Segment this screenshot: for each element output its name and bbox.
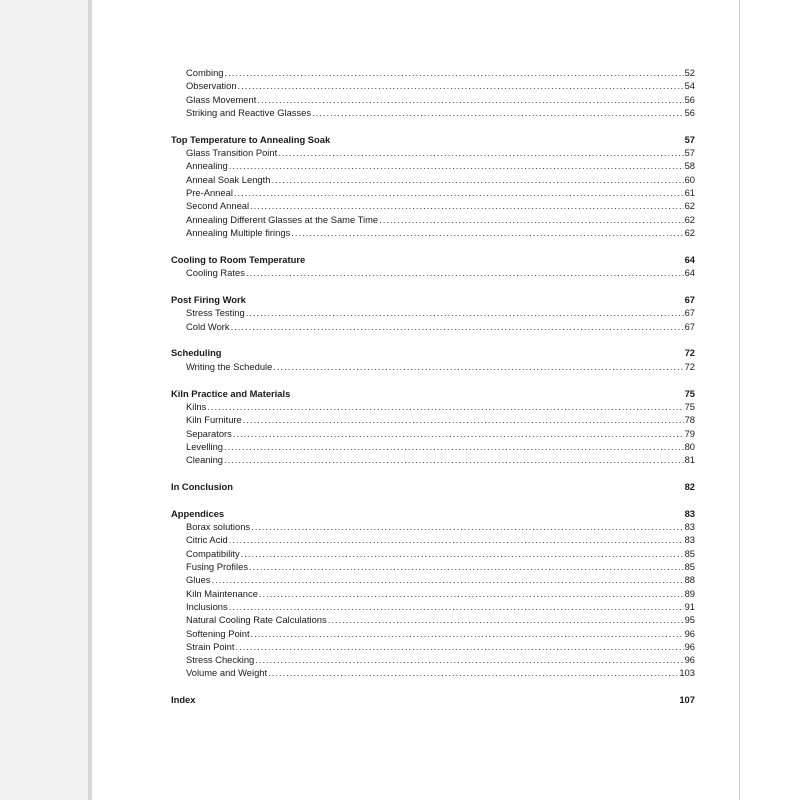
toc-entry[interactable] xyxy=(171,320,695,333)
dot-leader xyxy=(251,627,684,640)
toc-entry-title: Annealing Different Glasses at the Same Time xyxy=(186,213,379,225)
toc-entry-title: Annealing Multiple firings xyxy=(186,226,291,238)
dot-leader xyxy=(249,560,684,573)
toc-heading[interactable] xyxy=(171,387,695,400)
section-spacer xyxy=(171,279,695,293)
toc-section xyxy=(171,133,695,239)
dot-leader xyxy=(271,173,683,186)
dot-leader xyxy=(207,400,683,413)
toc-entry[interactable] xyxy=(171,613,695,626)
toc-entry-page: 80 xyxy=(684,440,695,452)
dot-leader xyxy=(273,360,683,373)
toc-entry[interactable] xyxy=(171,440,695,453)
toc-entry[interactable] xyxy=(171,600,695,613)
toc-heading-page: 107 xyxy=(679,694,695,706)
toc-entry-page: 52 xyxy=(684,67,695,78)
dot-leader xyxy=(212,573,684,586)
toc-entry[interactable] xyxy=(171,66,695,79)
toc-entry-title: Combing xyxy=(186,67,224,78)
toc-entry[interactable] xyxy=(171,533,695,546)
toc-entry-title: Softening Point xyxy=(186,627,250,639)
toc-entry-title: Kiln Maintenance xyxy=(186,587,258,599)
toc-heading[interactable] xyxy=(171,253,695,266)
toc-entry-title: Citric Acid xyxy=(186,534,228,546)
toc-heading-title: Index xyxy=(171,694,196,706)
toc-entry-page: 79 xyxy=(684,427,695,439)
toc-entry-title: Compatibility xyxy=(186,547,240,559)
toc-heading-page: 75 xyxy=(684,387,695,399)
toc-entry[interactable] xyxy=(171,573,695,586)
toc-entry-page: 96 xyxy=(684,640,695,652)
toc-heading-page: 83 xyxy=(684,507,695,519)
dot-leader xyxy=(229,159,684,172)
toc-entry-title: Borax solutions xyxy=(186,521,251,533)
toc-entry-page: 62 xyxy=(684,213,695,225)
toc-entry[interactable] xyxy=(171,226,695,239)
toc-entry-page: 83 xyxy=(684,534,695,546)
toc-section xyxy=(171,346,695,373)
toc-heading[interactable] xyxy=(171,480,695,493)
toc-entry[interactable] xyxy=(171,560,695,573)
toc-heading-title: In Conclusion xyxy=(171,480,233,492)
dot-leader xyxy=(233,427,684,440)
dot-leader xyxy=(259,587,684,600)
toc-entry-page: 96 xyxy=(684,654,695,666)
toc-entry-page: 56 xyxy=(684,106,695,118)
toc-entry-title: Glass Transition Point xyxy=(186,147,278,159)
dot-leader xyxy=(241,547,684,560)
toc-entry-page: 95 xyxy=(684,614,695,626)
toc-entry-title: Cold Work xyxy=(186,320,230,332)
toc-entry-page: 85 xyxy=(684,561,695,573)
dot-leader xyxy=(379,213,683,226)
dot-leader xyxy=(278,146,683,159)
toc-entry[interactable] xyxy=(171,266,695,279)
dot-leader xyxy=(224,440,684,453)
dot-leader xyxy=(312,106,684,119)
toc-entry-page: 89 xyxy=(684,587,695,599)
toc-entry-title: Volume and Weight xyxy=(186,667,268,679)
dot-leader xyxy=(225,66,684,79)
toc-entry[interactable] xyxy=(171,186,695,199)
toc-heading-title: Scheduling xyxy=(171,347,222,359)
toc-entry-title: Glues xyxy=(186,574,211,586)
toc-entry-page: 78 xyxy=(684,414,695,426)
section-spacer xyxy=(171,373,695,387)
toc-entry[interactable] xyxy=(171,306,695,319)
toc-entry-page: 57 xyxy=(684,147,695,159)
toc-entry-title: Observation xyxy=(186,80,237,92)
toc-entry[interactable] xyxy=(171,79,695,92)
section-spacer xyxy=(171,333,695,347)
toc-entry[interactable] xyxy=(171,520,695,533)
toc-entry[interactable] xyxy=(171,400,695,413)
toc-heading-title: Cooling to Room Temperature xyxy=(171,253,306,265)
dot-leader xyxy=(257,93,683,106)
toc-section xyxy=(171,253,695,280)
toc-section xyxy=(171,507,695,680)
toc-entry-title: Levelling xyxy=(186,440,224,452)
toc-heading-title: Post Firing Work xyxy=(171,293,246,305)
toc-entry[interactable] xyxy=(171,653,695,666)
toc-entry-title: Annealing xyxy=(186,160,228,172)
toc-entry[interactable] xyxy=(171,106,695,119)
dot-leader xyxy=(243,413,684,426)
toc-entry[interactable] xyxy=(171,547,695,560)
toc-heading-page: 64 xyxy=(684,253,695,265)
toc-heading-page: 67 xyxy=(684,293,695,305)
toc-heading-page: 57 xyxy=(684,133,695,145)
toc-entry-page: 91 xyxy=(684,600,695,612)
toc-entry-title: Natural Cooling Rate Calculations xyxy=(186,614,327,626)
toc-heading-title: Appendices xyxy=(171,507,225,519)
toc-section xyxy=(171,693,695,706)
document-page xyxy=(92,0,739,800)
toc-entry-page: 62 xyxy=(684,200,695,212)
toc-entry[interactable] xyxy=(171,146,695,159)
dot-leader xyxy=(251,520,683,533)
toc-heading-page: 82 xyxy=(684,480,695,492)
toc-heading[interactable] xyxy=(171,507,695,520)
toc-entry-page: 81 xyxy=(684,454,695,466)
toc-entry[interactable] xyxy=(171,453,695,466)
toc-heading[interactable] xyxy=(171,693,695,706)
toc-entry[interactable] xyxy=(171,627,695,640)
toc-entry-title: Second Anneal xyxy=(186,200,250,212)
toc-entry-page: 58 xyxy=(684,160,695,172)
toc-entry-page: 75 xyxy=(684,400,695,412)
toc-heading[interactable] xyxy=(171,346,695,359)
toc-heading-title: Kiln Practice and Materials xyxy=(171,387,291,399)
dot-leader xyxy=(229,600,684,613)
toc-entry[interactable] xyxy=(171,93,695,106)
toc-entry-title: Anneal Soak Length xyxy=(186,173,271,185)
toc-entry-title: Pre-Anneal xyxy=(186,186,233,198)
dot-leader xyxy=(238,79,684,92)
toc-entry-page: 103 xyxy=(679,667,695,679)
toc-entry[interactable] xyxy=(171,666,695,679)
toc-heading[interactable] xyxy=(171,293,695,306)
section-spacer xyxy=(171,680,695,694)
toc-entry-title: Fusing Profiles xyxy=(186,561,249,573)
toc-entry[interactable] xyxy=(171,173,695,186)
toc-entry[interactable] xyxy=(171,213,695,226)
toc-entry-page: 67 xyxy=(684,307,695,319)
toc-entry-title: Kiln Furniture xyxy=(186,414,242,426)
toc-heading-title: Top Temperature to Annealing Soak xyxy=(171,133,331,145)
dot-leader xyxy=(246,306,684,319)
toc-section xyxy=(171,66,695,119)
dot-leader xyxy=(229,533,684,546)
dot-leader xyxy=(328,613,684,626)
dot-leader xyxy=(235,640,683,653)
dot-leader xyxy=(250,199,683,212)
toc-entry-page: 88 xyxy=(684,574,695,586)
toc-entry-title: Writing the Schedule xyxy=(186,360,273,372)
toc-entry[interactable] xyxy=(171,360,695,373)
toc-entry-title: Strain Point xyxy=(186,640,235,652)
section-spacer xyxy=(171,119,695,133)
toc-entry[interactable] xyxy=(171,199,695,212)
toc-section xyxy=(171,480,695,493)
toc-entry-title: Cooling Rates xyxy=(186,267,245,279)
table-of-contents xyxy=(171,66,695,707)
toc-section xyxy=(171,387,695,467)
toc-entry-title: Separators xyxy=(186,427,232,439)
toc-entry-page: 56 xyxy=(684,93,695,105)
toc-heading[interactable] xyxy=(171,133,695,146)
dot-leader xyxy=(224,453,684,466)
page-edge-right xyxy=(739,0,740,800)
dot-leader xyxy=(268,666,678,679)
toc-entry-page: 64 xyxy=(684,267,695,279)
toc-entry-title: Cleaning xyxy=(186,454,224,466)
toc-entry-title: Glass Movement xyxy=(186,93,257,105)
toc-entry-page: 96 xyxy=(684,627,695,639)
toc-entry-title: Stress Testing xyxy=(186,307,245,319)
toc-entry-page: 83 xyxy=(684,521,695,533)
toc-section xyxy=(171,293,695,333)
toc-entry-page: 62 xyxy=(684,226,695,238)
dot-leader xyxy=(246,266,684,279)
dot-leader xyxy=(234,186,684,199)
toc-entry-title: Kilns xyxy=(186,400,207,412)
toc-entry-title: Stress Checking xyxy=(186,654,255,666)
toc-heading-page: 72 xyxy=(684,347,695,359)
toc-entry[interactable] xyxy=(171,159,695,172)
toc-entry[interactable] xyxy=(171,587,695,600)
toc-entry-page: 54 xyxy=(684,80,695,92)
viewer-background xyxy=(0,0,88,800)
toc-entry-page: 72 xyxy=(684,360,695,372)
toc-entry-page: 85 xyxy=(684,547,695,559)
section-spacer xyxy=(171,466,695,480)
toc-entry-title: Inclusions xyxy=(186,600,228,612)
toc-entry-page: 61 xyxy=(684,186,695,198)
dot-leader xyxy=(255,653,683,666)
dot-leader xyxy=(231,320,684,333)
toc-entry-page: 67 xyxy=(684,320,695,332)
toc-entry[interactable] xyxy=(171,427,695,440)
toc-entry-title: Striking and Reactive Glasses xyxy=(186,106,312,118)
toc-entry[interactable] xyxy=(171,413,695,426)
dot-leader xyxy=(291,226,683,239)
toc-entry-page: 60 xyxy=(684,173,695,185)
section-spacer xyxy=(171,493,695,507)
toc-entry[interactable] xyxy=(171,640,695,653)
section-spacer xyxy=(171,239,695,253)
